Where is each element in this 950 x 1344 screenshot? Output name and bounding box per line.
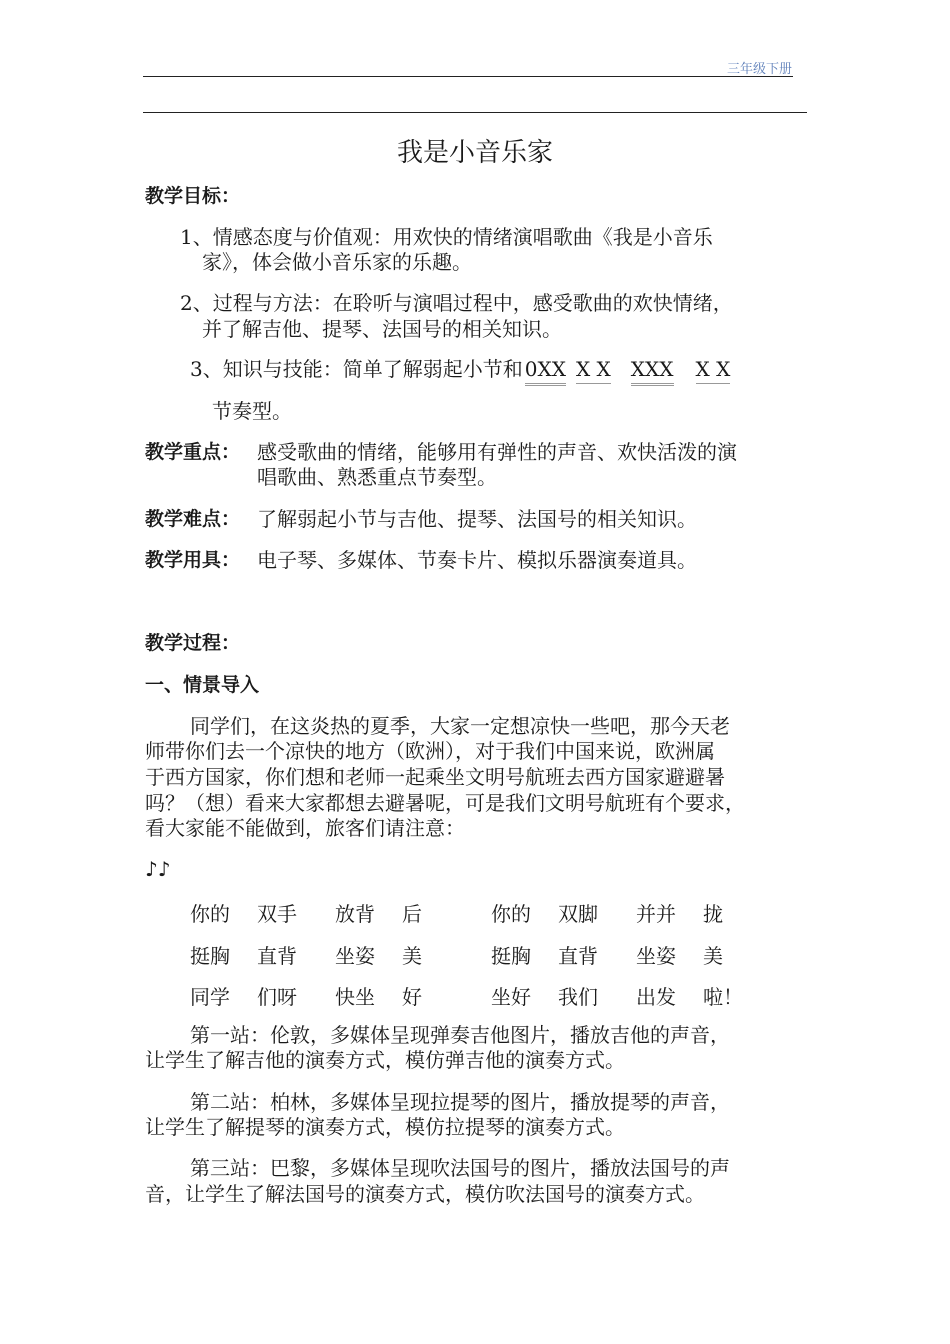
objective-3-prefix: 3、知识与技能：简单了解弱起小节和: [190, 357, 523, 381]
intro-para-line-5: 看大家能不能做到，旅客们请注意：: [145, 816, 465, 840]
difficulties-label: 教学难点：: [145, 508, 241, 530]
objective-1-line-2: 家》，体会做小音乐家的乐趣。: [202, 250, 472, 274]
intro-para-line-1: 同学们，在这炎热的夏季，大家一定想凉快一些吧，那今天老: [190, 714, 730, 738]
chant-word: 放背: [335, 902, 375, 926]
chant-word: 我们: [558, 985, 598, 1009]
key-points-line-1: 感受歌曲的情绪，能够用有弹性的声音、欢快活泼的演: [257, 440, 737, 464]
rhythm-pattern-3: XXX: [631, 357, 674, 386]
chant-word: 同学: [190, 985, 230, 1009]
chant-word: 啦！: [703, 985, 743, 1009]
chant-word: 后: [402, 902, 422, 926]
chant-word: 好: [402, 985, 422, 1009]
station-2-line-1: 第二站：柏林，多媒体呈现拉提琴的图片，播放提琴的声音，: [190, 1090, 730, 1114]
key-points-label: 教学重点：: [145, 441, 241, 463]
key-points-line-2: 唱歌曲、熟悉重点节奏型。: [257, 465, 497, 489]
tools-label: 教学用具：: [145, 549, 241, 571]
chant-word: 双脚: [558, 902, 598, 926]
chant-word: 你的: [491, 902, 531, 926]
chant-word: 坐好: [491, 985, 531, 1009]
header-rule-top: [143, 76, 793, 77]
section-1-heading: 一、情景导入: [145, 674, 260, 696]
music-note-icon: ♪♪: [145, 857, 171, 881]
chant-word: 你的: [190, 902, 230, 926]
intro-para-line-3: 于西方国家，你们想和老师一起乘坐文明号航班去西方国家避避暑: [145, 765, 725, 789]
header-grade: 三年级下册: [726, 62, 792, 77]
chant-word: 美: [703, 944, 723, 968]
rhythm-pattern-1: 0XX: [525, 357, 566, 386]
chant-word: 坐姿: [335, 944, 375, 968]
objective-2-line-2: 并了解吉他、提琴、法国号的相关知识。: [202, 317, 562, 341]
station-3-line-1: 第三站：巴黎，多媒体呈现吹法国号的图片，播放法国号的声: [190, 1156, 730, 1180]
chant-word: 挺胸: [190, 944, 230, 968]
chant-word: 美: [402, 944, 422, 968]
chant-word: 直背: [257, 944, 297, 968]
objectives-heading: 教学目标：: [145, 185, 241, 207]
intro-para-line-2: 师带你们去一个凉快的地方（欧洲），对于我们中国来说，欧洲属: [145, 739, 715, 763]
chant-word: 快坐: [335, 985, 375, 1009]
station-3-line-2: 音，让学生了解法国号的演奏方式，模仿吹法国号的演奏方式。: [145, 1182, 705, 1206]
station-2-line-2: 让学生了解提琴的演奏方式，模仿拉提琴的演奏方式。: [145, 1115, 625, 1139]
objective-1-line-1: 1、情感态度与价值观：用欢快的情绪演唱歌曲《我是小音乐: [180, 225, 713, 249]
chant-word: 们呀: [257, 985, 297, 1009]
tools-text: 电子琴、多媒体、节奏卡片、模拟乐器演奏道具。: [257, 548, 697, 572]
station-1-line-2: 让学生了解吉他的演奏方式，模仿弹吉他的演奏方式。: [145, 1048, 625, 1072]
objective-2-line-1: 2、过程与方法：在聆听与演唱过程中，感受歌曲的欢快情绪，: [180, 291, 733, 315]
header-rule-bottom: [143, 112, 807, 113]
chant-word: 拢: [703, 902, 723, 926]
difficulties-text: 了解弱起小节与吉他、提琴、法国号的相关知识。: [257, 507, 697, 531]
rhythm-pattern-2: X X: [576, 357, 611, 384]
chant-word: 出发: [636, 985, 676, 1009]
chant-word: 并并: [636, 902, 676, 926]
page-title: 我是小音乐家: [396, 138, 553, 168]
chant-word: 双手: [257, 902, 297, 926]
intro-para-line-4: 吗？（想）看来大家都想去避暑呢，可是我们文明号航班有个要求，: [145, 791, 745, 815]
chant-word: 直背: [558, 944, 598, 968]
rhythm-pattern-4: X X: [696, 357, 731, 384]
objective-3-line-2: 节奏型。: [212, 399, 292, 423]
process-heading: 教学过程：: [145, 632, 241, 654]
objective-3-line-1: [190, 356, 730, 382]
chant-word: 坐姿: [636, 944, 676, 968]
station-1-line-1: 第一站：伦敦，多媒体呈现弹奏吉他图片，播放吉他的声音，: [190, 1023, 730, 1047]
chant-word: 挺胸: [491, 944, 531, 968]
